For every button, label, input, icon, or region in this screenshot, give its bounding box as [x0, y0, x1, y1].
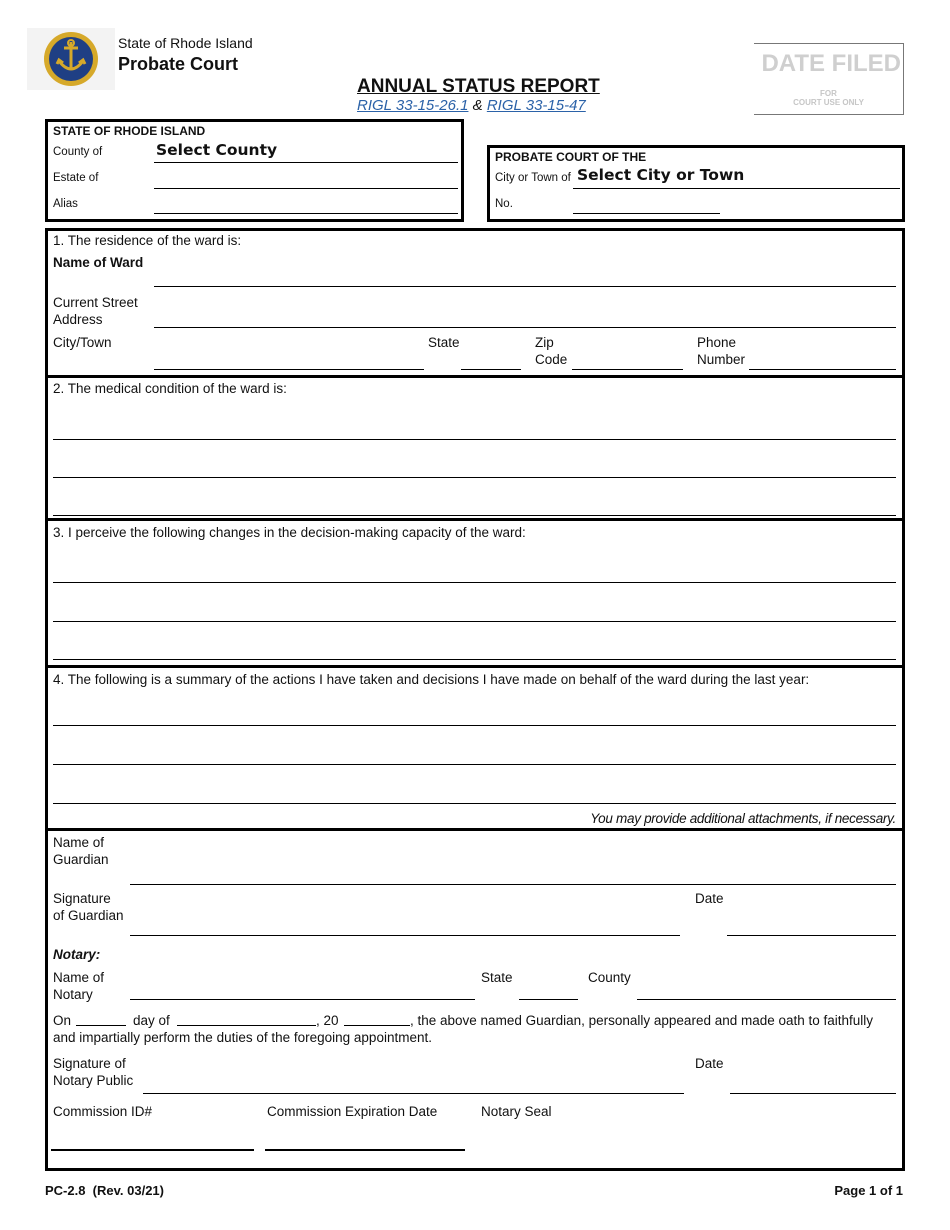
notary-heading: Notary:	[53, 947, 101, 962]
county-select[interactable]: Select County	[156, 141, 278, 159]
zip-code-field[interactable]	[572, 369, 683, 370]
notary-date-label: Date	[695, 1056, 724, 1071]
ward-name-field[interactable]	[154, 286, 896, 287]
capacity-changes-line[interactable]	[53, 621, 896, 622]
state-label: State	[428, 335, 460, 350]
city-select[interactable]: Select City or Town	[577, 166, 745, 184]
street-address-label: Current Street Address	[53, 295, 138, 327]
alias-label: Alias	[53, 198, 78, 210]
notary-name-field[interactable]	[130, 999, 475, 1000]
court-name: Probate Court	[118, 54, 239, 74]
date-filed-box[interactable]	[754, 43, 904, 115]
phone-number-field[interactable]	[749, 369, 896, 370]
notary-seal-label: Notary Seal	[481, 1104, 552, 1119]
ampersand: &	[472, 97, 483, 114]
city-town-label: City/Town	[53, 335, 112, 350]
state-name: State of Rhode Island	[118, 35, 253, 51]
county-label: County of	[53, 146, 103, 158]
guardian-signature-label: Signature of Guardian	[53, 891, 124, 923]
section-divider	[45, 665, 905, 668]
capacity-changes-line[interactable]	[53, 659, 896, 660]
guardian-date-field[interactable]	[727, 935, 896, 936]
notary-state-label: State	[481, 970, 513, 985]
oath-statement-line2: and impartially perform the duties of the foregoing appointment.	[53, 1030, 432, 1045]
phone-number-label: Phone Number	[697, 335, 746, 367]
section3-title: 3. I perceive the following changes in the decision-making capacity of the ward:	[53, 525, 526, 540]
guardian-name-label: Name of Guardian	[53, 835, 109, 867]
capacity-changes-line[interactable]	[53, 582, 896, 583]
section1-title: 1. The residence of the ward is:	[53, 233, 242, 248]
guardian-name-field[interactable]	[130, 884, 896, 885]
statute-link-1[interactable]: RIGL 33-15-26.1	[357, 97, 469, 114]
section-divider	[45, 375, 905, 378]
actions-summary-line[interactable]	[53, 764, 896, 765]
section4-title: 4. The following is a summary of the actions I have taken and decisions I have made on behalf of the ward during the last year:	[53, 672, 810, 687]
form-title: ANNUAL STATUS REPORT	[357, 76, 600, 97]
medical-condition-line[interactable]	[53, 477, 896, 478]
commission-expiration-label: Commission Expiration Date	[267, 1104, 438, 1119]
medical-condition-line[interactable]	[53, 515, 896, 516]
notary-county-label: County	[588, 970, 631, 985]
section2-title: 2. The medical condition of the ward is:	[53, 381, 287, 396]
ward-name-label: Name of Ward	[53, 255, 144, 270]
statute-references	[357, 97, 586, 114]
notary-signature-field[interactable]	[143, 1093, 684, 1094]
state-field[interactable]	[461, 369, 521, 370]
case-no-label: No.	[495, 198, 513, 210]
guardian-date-label: Date	[695, 891, 724, 906]
notary-signature-label: Signature of Notary Public	[53, 1056, 134, 1088]
anchor-seal-icon	[27, 28, 115, 90]
medical-condition-line[interactable]	[53, 439, 896, 440]
commission-id-field[interactable]	[51, 1149, 254, 1151]
oath-year-prefix: , 20	[316, 1013, 339, 1028]
section-divider	[45, 518, 905, 521]
oath-statement: , the above named Guardian, personally appeared and made oath to faithfully	[410, 1013, 874, 1028]
attachments-note: You may provide additional attachments, if necessary.	[590, 811, 896, 826]
notary-state-field[interactable]	[519, 999, 578, 1000]
actions-summary-line[interactable]	[53, 725, 896, 726]
oath-year-field[interactable]	[344, 1025, 410, 1026]
county-line	[154, 162, 458, 163]
notary-name-label: Name of Notary	[53, 970, 105, 1002]
oath-day-of-text: day of	[133, 1013, 170, 1028]
commission-id-label: Commission ID#	[53, 1104, 153, 1119]
notary-county-field[interactable]	[637, 999, 896, 1000]
zip-code-label: Zip Code	[535, 335, 568, 367]
city-label: City or Town of	[495, 172, 571, 184]
caption-right-heading: PROBATE COURT OF THE	[495, 150, 647, 164]
oath-on-text: On	[53, 1013, 72, 1028]
caption-left-heading: STATE OF RHODE ISLAND	[53, 124, 206, 138]
guardian-signature-field[interactable]	[130, 935, 680, 936]
court-seal-logo	[27, 28, 115, 90]
date-filed-title: DATE FILED	[761, 50, 901, 77]
form-number: PC-2.8 (Rev. 03/21)	[45, 1183, 164, 1198]
actions-summary-line[interactable]	[53, 803, 896, 804]
estate-label: Estate of	[53, 172, 99, 184]
oath-day-field[interactable]	[76, 1025, 126, 1026]
statute-link-2[interactable]: RIGL 33-15-47	[486, 97, 586, 114]
case-no-field[interactable]	[573, 213, 720, 214]
commission-expiration-field[interactable]	[265, 1149, 465, 1151]
page-number: Page 1 of 1	[834, 1183, 903, 1198]
oath-month-field[interactable]	[177, 1025, 316, 1026]
city-town-field[interactable]	[154, 369, 424, 370]
city-line	[573, 188, 900, 189]
estate-field[interactable]	[154, 188, 458, 189]
section-divider	[45, 828, 905, 831]
alias-field[interactable]	[154, 213, 458, 214]
notary-date-field[interactable]	[730, 1093, 896, 1094]
street-address-field[interactable]	[154, 327, 896, 328]
court-use-note: FOR COURT USE ONLY	[793, 89, 864, 107]
